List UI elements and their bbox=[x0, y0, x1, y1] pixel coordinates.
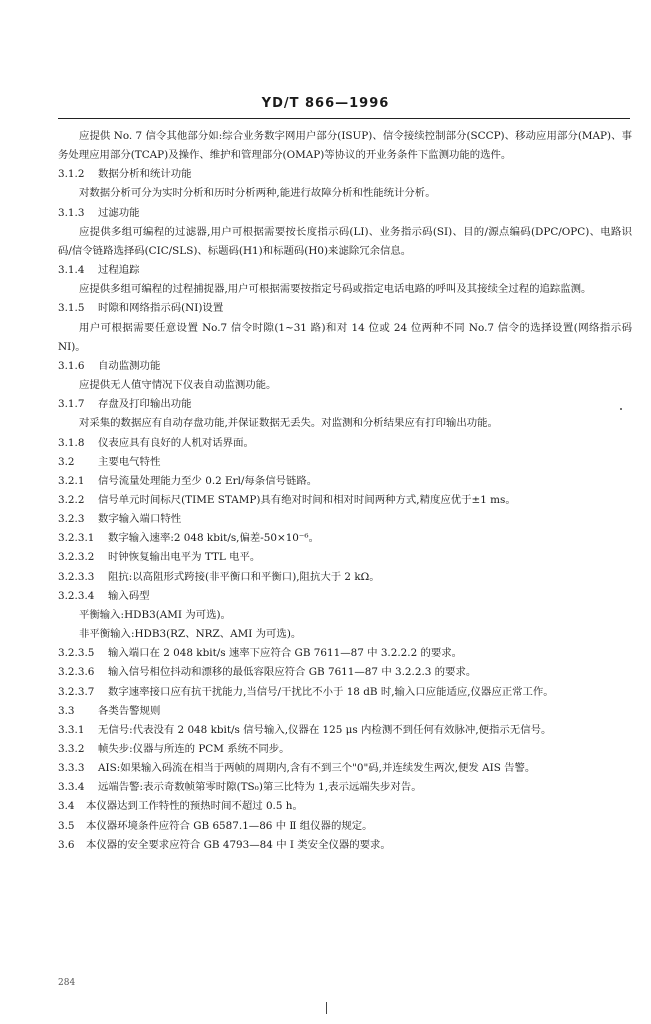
section-text: 本仪器达到工作特性的预热时间不超过 0.5 h。 bbox=[86, 800, 303, 813]
section-number: 3.2.3.7 bbox=[58, 685, 95, 698]
paragraph: 应提供多组可编程的过滤器,用户可根据需要按长度指示码(LI)、业务指示码(SI)、目的/源点编码(DPC/OPC)、电路识码/信令链路选择码(CIC/SLS)、标题码(H1)和标题码(H0)来滤除冗余信息。 bbox=[58, 225, 632, 257]
section-text: 信号流量处理能力至少 0.2 Erl/每条信号链路。 bbox=[98, 474, 318, 487]
section-text: 输入端口在 2 048 kbit/s 速率下应符合 GB 7611—87 中 3.2.2.2 的要求。 bbox=[108, 647, 463, 660]
section-text: 数字速率接口应有抗干扰能力,当信号/干扰比不小于 18 dB 时,输入口应能适应,仪器应正常工作。 bbox=[108, 685, 554, 698]
section-number: 3.6 bbox=[58, 838, 75, 851]
section-text: 存盘及打印输出功能 bbox=[98, 398, 192, 411]
section-number: 3.3 bbox=[58, 704, 75, 717]
scan-speck bbox=[620, 408, 622, 410]
section-heading bbox=[58, 395, 632, 414]
section-number: 3.2.3.5 bbox=[58, 647, 95, 660]
section-text: 数字输入速率:2 048 kbit/s,偏差-50×10⁻⁶。 bbox=[108, 532, 319, 545]
section-number: 3.2.2 bbox=[58, 493, 85, 506]
section-number: 3.3.3 bbox=[58, 762, 85, 775]
sub-item: 平衡输入:HDB3(AMI 为可选)。 bbox=[79, 608, 231, 621]
paragraph: 应提供无人值守情况下仪表自动监测功能。 bbox=[79, 379, 277, 392]
section-text: 自动监测功能 bbox=[98, 359, 161, 372]
section-text: 数据分析和统计功能 bbox=[98, 168, 192, 181]
section-number: 3.2.1 bbox=[58, 474, 85, 487]
section-text: 无信号:代表没有 2 048 kbit/s 信号输入,仪器在 125 μs 内检测不到任何有效脉冲,便指示无信号。 bbox=[98, 723, 552, 736]
paragraph: 用户可根据需要任意设置 No.7 信令时隙(1~31 路)和对 14 位或 24 位两种不同 No.7 信令的选择设置(网络指示码 NI)。 bbox=[58, 321, 632, 353]
section-text: 本仪器的安全要求应符合 GB 4793—84 中 Ⅰ 类安全仪器的要求。 bbox=[86, 838, 391, 851]
section-heading bbox=[58, 702, 632, 721]
section-heading bbox=[58, 663, 632, 682]
section-heading bbox=[58, 357, 632, 376]
section-heading bbox=[58, 510, 632, 529]
section-text: 过滤功能 bbox=[98, 206, 140, 219]
section-heading bbox=[58, 721, 632, 740]
section-text: 输入码型 bbox=[108, 589, 150, 602]
section-heading bbox=[58, 261, 632, 280]
document-body bbox=[58, 127, 632, 855]
sub-item: 非平衡输入:HDB3(RZ、NRZ、AMI 为可选)。 bbox=[79, 628, 302, 641]
section-heading bbox=[58, 797, 632, 816]
section-text: 远端告警:表示奇数帧第零时隙(TS₀)第三比特为 1,表示远端失步对告。 bbox=[98, 781, 422, 794]
section-heading bbox=[58, 568, 632, 587]
section-number: 3.1.5 bbox=[58, 302, 85, 315]
section-heading bbox=[58, 817, 632, 836]
section-text: 仪表应具有良好的人机对话界面。 bbox=[98, 436, 254, 449]
section-number: 3.2.3 bbox=[58, 513, 85, 526]
section-number: 3.1.3 bbox=[58, 206, 85, 219]
section-heading bbox=[58, 434, 632, 453]
section-heading bbox=[58, 472, 632, 491]
section-heading bbox=[58, 759, 632, 778]
paragraph: 对采集的数据应有自动存盘功能,并保证数据无丢失。对监测和分析结果应有打印输出功能。 bbox=[79, 417, 498, 430]
section-number: 3.5 bbox=[58, 819, 75, 832]
header-rule bbox=[58, 118, 630, 119]
section-heading bbox=[58, 836, 632, 855]
section-heading bbox=[58, 548, 632, 567]
section-number: 3.1.7 bbox=[58, 398, 85, 411]
page-number: 284 bbox=[58, 978, 76, 988]
section-number: 3.1.8 bbox=[58, 436, 85, 449]
section-heading bbox=[58, 529, 632, 548]
section-text: 时隙和网络指示码(NI)设置 bbox=[98, 302, 224, 315]
section-number: 3.1.6 bbox=[58, 359, 85, 372]
section-number: 3.1.4 bbox=[58, 264, 85, 277]
section-text: 输入信号相位抖动和漂移的最低容限应符合 GB 7611—87 中 3.2.2.3 的要求。 bbox=[108, 666, 477, 679]
document-header: YD/T 866—1996 bbox=[261, 96, 390, 111]
section-number: 3.2.3.2 bbox=[58, 551, 95, 564]
section-heading bbox=[58, 587, 632, 606]
section-number: 3.1.2 bbox=[58, 168, 85, 181]
paragraph: 应提供多组可编程的过程捕捉器,用户可根据需要按指定号码或指定电话电路的呼叫及其接续全过程的追踪监测。 bbox=[79, 283, 592, 296]
section-text: 各类告警规则 bbox=[98, 704, 161, 717]
paragraph: 对数据分析可分为实时分析和历时分析两种,能进行故障分析和性能统计分析。 bbox=[79, 187, 436, 200]
section-text: 过程追踪 bbox=[98, 264, 140, 277]
section-heading bbox=[58, 204, 632, 223]
scan-speck bbox=[326, 1002, 327, 1014]
section-number: 3.2 bbox=[58, 455, 75, 468]
section-text: 帧失步:仪器与所连的 PCM 系统不同步。 bbox=[98, 743, 290, 755]
section-text: 本仪器环境条件应符合 GB 6587.1—86 中 Ⅱ 组仪器的规定。 bbox=[86, 819, 373, 832]
section-number: 3.3.4 bbox=[58, 781, 85, 794]
section-text: 时钟恢复输出电平为 TTL 电平。 bbox=[108, 551, 261, 564]
section-text: 信号单元时间标尺(TIME STAMP)具有绝对时间和相对时间两种方式,精度应优于±1 ms。 bbox=[98, 493, 516, 506]
section-number: 3.3.2 bbox=[58, 743, 85, 755]
section-number: 3.2.3.4 bbox=[58, 589, 95, 602]
section-text: AIS:如果输入码流在相当于两帧的周期内,含有不到三个"0"码,并连续发生两次,便发 AIS 告警。 bbox=[98, 762, 536, 775]
section-text: 主要电气特性 bbox=[98, 455, 161, 468]
section-number: 3.2.3.6 bbox=[58, 666, 95, 679]
section-number: 3.2.3.1 bbox=[58, 532, 95, 545]
section-number: 3.3.1 bbox=[58, 723, 85, 736]
section-heading bbox=[58, 299, 632, 318]
section-heading bbox=[58, 683, 632, 702]
section-heading bbox=[58, 491, 632, 510]
section-number: 3.2.3.3 bbox=[58, 570, 95, 583]
section-heading bbox=[58, 644, 632, 663]
section-heading bbox=[58, 453, 632, 472]
section-text: 阻抗:以高阻形式跨接(非平衡口和平衡口),阻抗大于 2 kΩ。 bbox=[108, 570, 380, 583]
section-heading bbox=[58, 740, 632, 759]
paragraph: 应提供 No. 7 信令其他部分如:综合业务数字网用户部分(ISUP)、信令接续控制部分(SCCP)、移动应用部分(MAP)、事务处理应用部分(TCAP)及操作、维护和管理部分(OMAP)等协议的开业务条件下监测功能的选件。 bbox=[58, 130, 632, 162]
section-number: 3.4 bbox=[58, 800, 75, 813]
section-heading bbox=[58, 778, 632, 797]
section-text: 数字输入端口特性 bbox=[98, 513, 182, 526]
section-heading bbox=[58, 165, 632, 184]
